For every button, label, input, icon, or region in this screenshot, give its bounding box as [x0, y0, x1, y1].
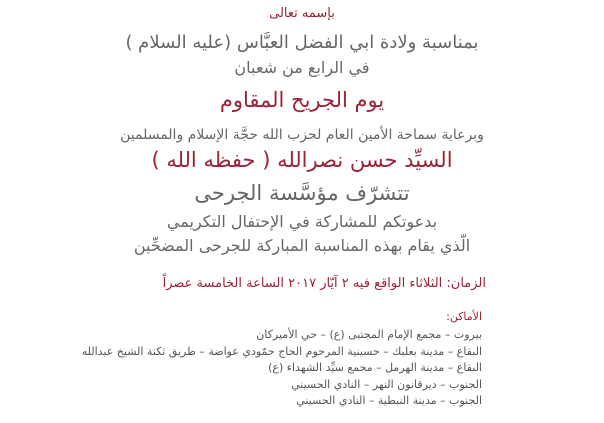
- bismillah-heading: بإسمه تعالى: [269, 6, 335, 21]
- places-title: الأماكن:: [446, 310, 482, 323]
- day-title: يوم الجريح المقاوم: [219, 88, 385, 112]
- sayyed-name: السيِّد حسن نصرالله ( حفظه الله ): [151, 148, 453, 172]
- place-item: بيروت – مجمع الإمام المجتبى (ع) – حي الأميركان: [256, 328, 482, 341]
- occasion-line-2: في الرابع من شعبان: [234, 58, 370, 77]
- place-item: البقاع – مدينة الهرمل – مجمع سيِّد الشهداء (ع): [268, 361, 482, 374]
- timing-line: الزمان: الثلاثاء الواقع فيه ٢ آيّار ٢٠١٧ الساعة الخامسة عصراً: [162, 276, 486, 291]
- place-item: البقاع – مدينة بعلبك – حسينية المرحوم الحاج حمّودي عواضة – طريق ثكنة الشيخ عبدالله: [81, 344, 482, 358]
- place-item: الجنوب – مدينة النبطية – النادي الحسيني: [296, 394, 482, 407]
- honored-line: تتشرّف مؤسَّسة الجرحى: [194, 181, 410, 205]
- invite-line-1: بدعوتكم للمشاركة في الإحتفال التكريمي: [166, 212, 438, 231]
- place-item: الجنوب – ديرقانون النهر – النادي الحسيني: [291, 377, 482, 391]
- places-list: [62, 327, 482, 410]
- occasion-line-1: بمناسبة ولادة ابي الفضل العبَّاس (عليه السلام ): [125, 32, 479, 53]
- patronage-line: وبرعاية سماحة الأمين العام لحزب الله حجَّة الإسلام والمسلمين: [120, 127, 484, 143]
- invite-line-2: الّذي يقام بهذه المناسبة المباركة للجرحى المضحِّين: [133, 236, 471, 255]
